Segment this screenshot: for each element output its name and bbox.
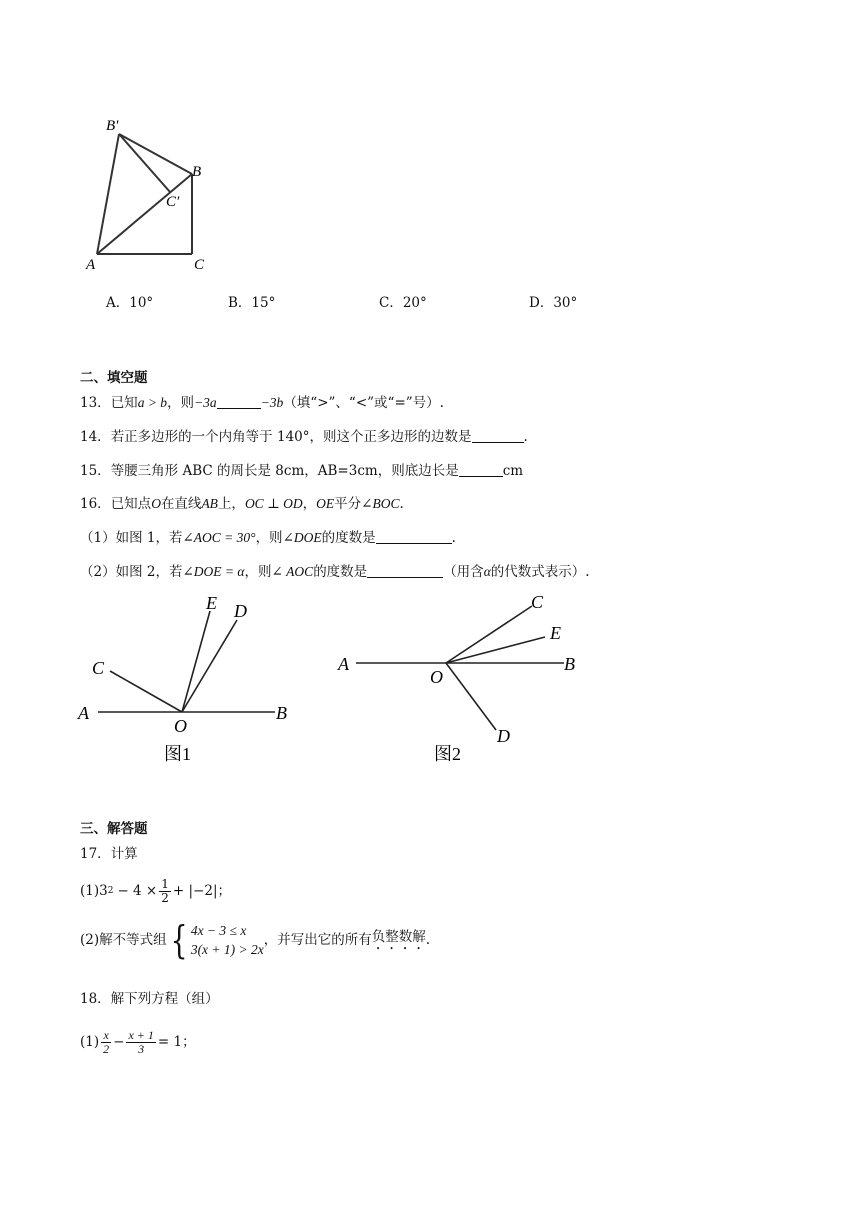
q12-figure	[80, 112, 220, 277]
fig2-label-o: O	[430, 667, 443, 687]
fig2-label-d: D	[497, 726, 510, 746]
inequality-system: 4x − 3 ≤ x 3(x + 1) > 2x	[190, 923, 264, 957]
figure-1	[70, 588, 310, 778]
fraction-x-plus-1-over-3: $\frac{x + 1}{3}$	[128, 1027, 154, 1056]
question-18-part-1: (1) $\frac{x}{2}$ − $\frac{x + 1}{3}$ = 1 ；	[80, 1027, 196, 1056]
question-17-part-1: (1) 3 2 − 4 × $\frac{1}{2}$ + |−2| ；	[80, 876, 231, 905]
answer-blank-14[interactable]	[472, 428, 524, 443]
question-17: 17．计算	[80, 846, 138, 862]
answer-blank-15[interactable]	[459, 462, 503, 477]
fig1-label-b: B	[276, 703, 287, 723]
label-c: C	[194, 257, 205, 273]
question-13: 13．已知a > b，则−3a −3b（填“>”、“<”或“=”号）.	[80, 395, 444, 411]
question-16-part-1: （1）如图 1，若∠AOC = 30°，则∠DOE的度数是 .	[80, 530, 456, 546]
label-b-prime: B′	[106, 118, 119, 134]
choice-c[interactable]: C．20°	[379, 295, 427, 311]
label-a: A	[86, 257, 96, 273]
fig1-label-d: D	[234, 601, 247, 621]
choice-b[interactable]: B．15°	[228, 295, 276, 311]
question-16-part-2: （2）如图 2，若∠DOE = α，则∠ AOC的度数是 （用含α的代数式表示）.	[80, 564, 590, 580]
system-brace: {	[170, 918, 188, 962]
question-16: 16．已知点O在直线AB上，OC ⊥ OD，OE平分∠BOC.	[80, 496, 404, 512]
fig1-label-c: C	[92, 658, 105, 678]
fraction-one-half: $\frac{1}{2}$	[161, 876, 169, 905]
label-b: B	[192, 164, 202, 180]
fraction-x-over-2: $\frac{x}{2}$	[103, 1027, 110, 1056]
fig1-label-a: A	[78, 703, 89, 723]
question-15: 15．等腰三角形 ABC 的周长是 8cm，AB=3cm，则底边长是 cm	[80, 463, 524, 479]
answer-blank-16-1[interactable]	[376, 529, 452, 544]
question-18: 18．解下列方程（组）	[80, 991, 219, 1007]
choice-d[interactable]: D．30°	[529, 295, 578, 311]
fig2-label-e: E	[550, 623, 561, 643]
fig2-label-c: C	[531, 592, 544, 612]
section-heading-fill-in: 二、填空题	[80, 370, 148, 386]
fig2-label-a: A	[338, 654, 349, 674]
fig1-label-e: E	[206, 593, 217, 613]
fig2-caption: 图2	[434, 744, 461, 763]
answer-blank-13[interactable]	[217, 394, 261, 409]
question-14: 14．若正多边形的一个内角等于 140°，则这个正多边形的边数是 .	[80, 429, 528, 445]
fig1-label-o: O	[174, 716, 187, 736]
figure-2	[330, 588, 590, 763]
answer-blank-16-2[interactable]	[367, 563, 443, 578]
fig2-label-b: B	[564, 654, 575, 674]
choice-a[interactable]: A．10°	[106, 295, 154, 311]
question-17-part-2: (2)解不等式组 { 4x − 3 ≤ x 3(x + 1) > 2x ，并写出它的所有 负整数解 .	[80, 918, 431, 962]
fig1-caption: 图1	[164, 744, 191, 764]
label-c-prime: C′	[166, 194, 180, 210]
section-heading-solve: 三、解答题	[80, 821, 148, 837]
